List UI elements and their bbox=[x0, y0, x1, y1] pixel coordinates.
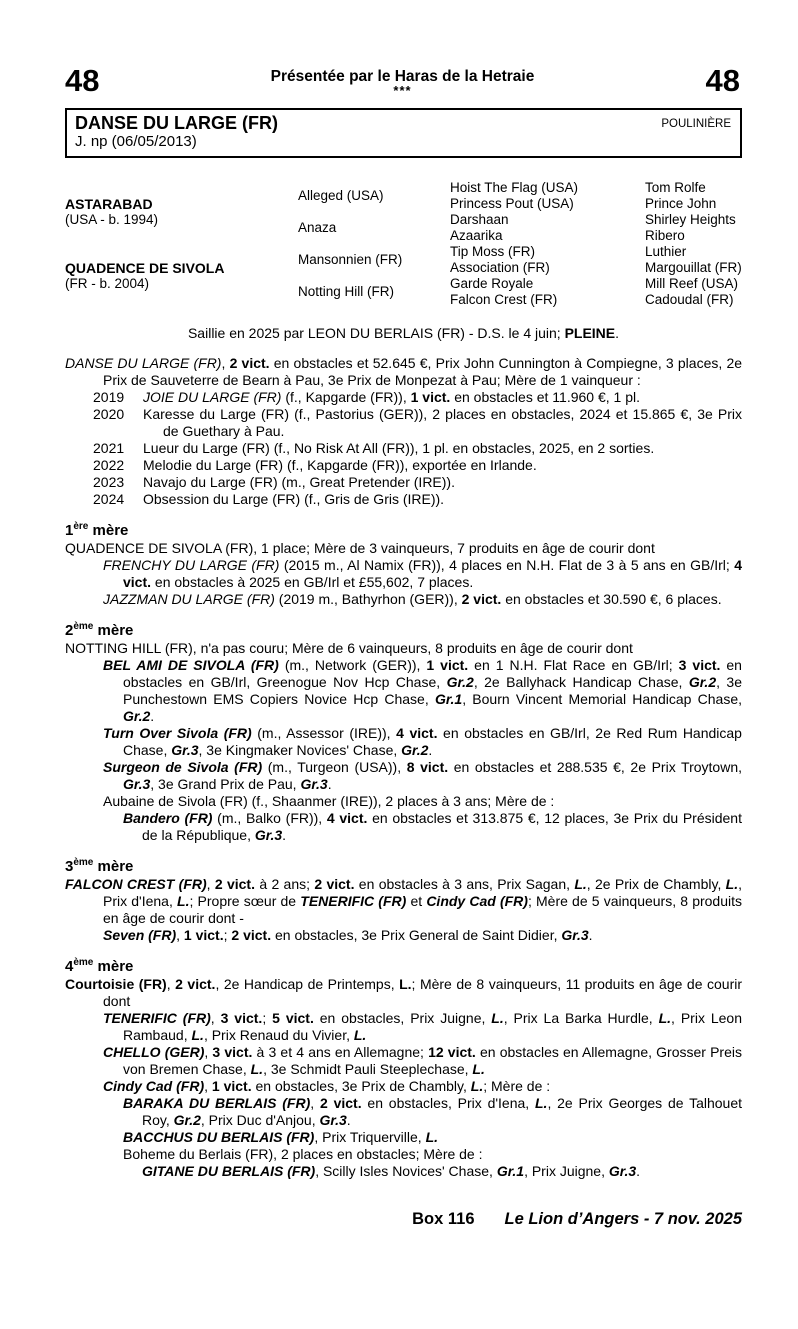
gen3-ancestor: Garde Royale bbox=[450, 276, 534, 291]
sale-name-date: Le Lion d’Angers - 7 nov. 2025 bbox=[504, 1210, 742, 1228]
fourth-dam-grandproduce: BACCHUS DU BERLAIS (FR), Prix Triquerville, L. bbox=[123, 1129, 439, 1145]
gen3-ancestor: Association (FR) bbox=[450, 260, 550, 275]
lot-number-left: 48 bbox=[65, 63, 100, 98]
second-dam-produce: Surgeon de Sivola (FR) (m., Turgeon (USA)), 8 vict. en obstacles et 288.535 €, 2e Prix Troytown, Gr.3, 3e Grand Prix de Pau, Gr.3. bbox=[103, 759, 742, 792]
box-number: Box 116 bbox=[412, 1210, 475, 1228]
foal-year: 2021 bbox=[93, 440, 125, 456]
foal-year: 2022 bbox=[93, 457, 125, 473]
presenter-block bbox=[271, 66, 535, 96]
gen2-ancestor: Anaza bbox=[298, 220, 337, 235]
fourth-dam-produce: CHELLO (GER), 3 vict. à 3 et 4 ans en Allemagne; 12 vict. en obstacles en Allemagne, Grosser Preis von Bremen Chase, L., 3e Schmidt Pauli Steeplechase, L. bbox=[103, 1044, 742, 1077]
dam-detail: (FR - b. 2004) bbox=[65, 276, 150, 291]
foal-row-2023: 2023 Navajo du Large (FR) (m., Great Pretender (IRE)). bbox=[93, 474, 455, 490]
sire-name: ASTARABAD bbox=[65, 196, 153, 212]
second-dam-heading: 2ème mère bbox=[65, 621, 134, 639]
gen4-ancestor: Mill Reef (USA) bbox=[645, 276, 739, 291]
pedigree-gen4-column bbox=[645, 180, 742, 308]
horse-title-box bbox=[65, 108, 742, 158]
pedigree-table bbox=[65, 180, 742, 308]
foal-row-2024: 2024 Obsession du Large (FR) (f., Gris de Gris (IRE)). bbox=[93, 491, 445, 507]
gen2-ancestor: Alleged (USA) bbox=[298, 188, 384, 203]
foal-row-2022: 2022 Melodie du Large (FR) (f., Kapgarde (FR)), exportée en Irlande. bbox=[93, 457, 537, 473]
saillie-line: Saillie en 2025 par LEON DU BERLAIS (FR) - D.S. le 4 juin; PLEINE. bbox=[187, 325, 620, 341]
page-footer bbox=[65, 1210, 742, 1229]
gen3-ancestor: Azaarika bbox=[450, 228, 503, 243]
second-dam-produce: Aubaine de Sivola (FR) (f., Shaanmer (IRE)), 2 places à 3 ans; Mère de : bbox=[103, 793, 555, 809]
first-dam-heading: 1ère mère bbox=[65, 521, 129, 539]
foal-year: 2023 bbox=[93, 474, 125, 490]
gen3-ancestor: Darshaan bbox=[450, 212, 509, 227]
page-header bbox=[0, 0, 798, 96]
fourth-dam-grandproduce: Boheme du Berlais (FR), 2 places en obstacles; Mère de : bbox=[123, 1146, 483, 1162]
gen4-ancestor: Ribero bbox=[645, 228, 685, 243]
foal-year: 2020 bbox=[93, 406, 125, 422]
sire-detail: (USA - b. 1994) bbox=[65, 212, 159, 227]
pedigree-gen1-column bbox=[65, 180, 298, 308]
fourth-dam-produce: Cindy Cad (FR), 1 vict. en obstacles, 3e Prix de Chambly, L.; Mère de : bbox=[103, 1078, 551, 1094]
fourth-dam-record: Courtoisie (FR), 2 vict., 2e Handicap de Printemps, L.; Mère de 8 vainqueurs, 11 produits en âge de courir dont bbox=[65, 976, 742, 1009]
gen4-ancestor: Margouillat (FR) bbox=[645, 260, 742, 275]
sire-cell bbox=[65, 180, 298, 244]
gen4-ancestor: Luthier bbox=[645, 244, 687, 259]
dam-name: QUADENCE DE SIVOLA bbox=[65, 260, 225, 276]
gen3-ancestor: Falcon Crest (FR) bbox=[450, 292, 558, 307]
horse-detail: J. np (06/05/2013) bbox=[75, 133, 197, 150]
third-dam-heading: 3ème mère bbox=[65, 857, 134, 875]
presenter-line: Présentée par le Haras de la Hetraie bbox=[270, 68, 535, 85]
foal-row-2020: 2020 Karesse du Large (FR) (f., Pastorius (GER)), 2 places en obstacles, 2024 et 15.865 €, 3e Prix de Guethary à Pau. bbox=[93, 406, 742, 439]
foal-row-2021: 2021 Lueur du Large (FR) (f., No Risk At All (FR)), 1 pl. en obstacles, 2025, en 2 sorties. bbox=[93, 440, 655, 456]
lot-number-right: 48 bbox=[705, 63, 740, 98]
gen4-ancestor: Tom Rolfe bbox=[645, 180, 706, 195]
fourth-dam-grandproduce: BARAKA DU BERLAIS (FR), 2 vict. en obstacles, Prix d'Iena, L., 2e Prix Georges de Talhouet Roy, Gr.2, Prix Duc d'Anjou, Gr.3. bbox=[123, 1095, 743, 1128]
gen4-ancestor: Prince John bbox=[645, 196, 717, 211]
gen3-ancestor: Hoist The Flag (USA) bbox=[450, 180, 579, 195]
foal-year: 2019 bbox=[93, 389, 125, 405]
fourth-dam-heading: 4ème mère bbox=[65, 957, 134, 975]
gen2-ancestor: Notting Hill (FR) bbox=[298, 284, 395, 299]
dam-cell bbox=[65, 244, 298, 308]
second-dam-produce: Turn Over Sivola (FR) (m., Assessor (IRE)), 4 vict. en obstacles en GB/Irl, 2e Red Rum Handicap Chase, Gr.3, 3e Kingmaker Novices' Chase, Gr.2. bbox=[103, 725, 742, 758]
gen3-ancestor: Princess Pout (USA) bbox=[450, 196, 574, 211]
pedigree-gen3-column bbox=[450, 180, 645, 308]
second-dam-produce: BEL AMI DE SIVOLA (FR) (m., Network (GER)), 1 vict. en 1 N.H. Flat Race en GB/Irl; 3 vict. en obstacles en GB/Irl, Greenogue Nov Hcp Chase, Gr.2, 2e Ballyhack Handicap Chase, Gr.2, 3e Punchestown EMS Copiers Novice Hcp Chase, Gr.1, Bourn Vincent Memorial Handicap Chase, Gr.2. bbox=[103, 657, 742, 724]
foal-row-2019: 2019 JOIE DU LARGE (FR) (f., Kapgarde (FR)), 1 vict. en obstacles et 11.960 €, 1 pl. bbox=[93, 389, 640, 405]
foal-year: 2024 bbox=[93, 491, 125, 507]
third-dam-produce: Seven (FR), 1 vict.; 2 vict. en obstacles, 3e Prix General de Saint Didier, Gr.3. bbox=[103, 927, 593, 943]
fourth-dam-greatgrandproduce: GITANE DU BERLAIS (FR), Scilly Isles Novices' Chase, Gr.1, Prix Juigne, Gr.3. bbox=[142, 1163, 641, 1179]
body-blocks bbox=[65, 325, 742, 1180]
first-dam-produce: FRENCHY DU LARGE (FR) (2015 m., Al Namix (FR)), 4 places en N.H. Flat de 3 à 5 ans en GB/Irl; 4 vict. en obstacles à 2025 en GB/Irl et £55,602, 7 places. bbox=[103, 557, 742, 590]
gen4-ancestor: Shirley Heights bbox=[645, 212, 736, 227]
category-label: POULINIÈRE bbox=[661, 118, 731, 130]
gen4-ancestor: Cadoudal (FR) bbox=[645, 292, 734, 307]
pedigree-gen2-column bbox=[298, 180, 450, 308]
fourth-dam-produce: TENERIFIC (FR), 3 vict.; 5 vict. en obstacles, Prix Juigne, L., Prix La Barka Hurdle, L., Prix Leon Rambaud, L., Prix Renaud du Vivier, L. bbox=[103, 1010, 742, 1043]
first-dam-produce: JAZZMAN DU LARGE (FR) (2019 m., Bathyrhon (GER)), 2 vict. en obstacles et 30.590 €, 6 places. bbox=[103, 591, 722, 607]
gen2-ancestor: Mansonnien (FR) bbox=[298, 252, 403, 267]
mare-race-record: DANSE DU LARGE (FR), 2 vict. en obstacles et 52.645 €, Prix John Cunnington à Compiegne, 3 places, 2e Prix de Sauveterre de Bearn à Pau, 3e Prix de Monpezat à Pau; Mère de 1 vainqueur : bbox=[65, 355, 743, 388]
gen3-ancestor: Tip Moss (FR) bbox=[450, 244, 535, 259]
horse-name: DANSE DU LARGE (FR) bbox=[75, 113, 278, 133]
first-dam-record: QUADENCE DE SIVOLA (FR), 1 place; Mère de 3 vainqueurs, 7 produits en âge de courir dont bbox=[65, 540, 655, 556]
second-dam-record: NOTTING HILL (FR), n'a pas couru; Mère de 6 vainqueurs, 8 produits en âge de courir dont bbox=[65, 640, 633, 656]
stars-separator: *** bbox=[393, 83, 412, 98]
third-dam-record: FALCON CREST (FR), 2 vict. à 2 ans; 2 vict. en obstacles à 3 ans, Prix Sagan, L., 2e Prix de Chambly, L., Prix d'Iena, L.; Propre sœur de TENERIFIC (FR) et Cindy Cad (FR); Mère de 5 vainqueurs, 8 produits en âge de courir dont - bbox=[65, 876, 743, 926]
second-dam-grandproduce: Bandero (FR) (m., Balko (FR)), 4 vict. en obstacles et 313.875 €, 12 places, 3e Prix du Président de la République, Gr.3. bbox=[123, 810, 742, 843]
